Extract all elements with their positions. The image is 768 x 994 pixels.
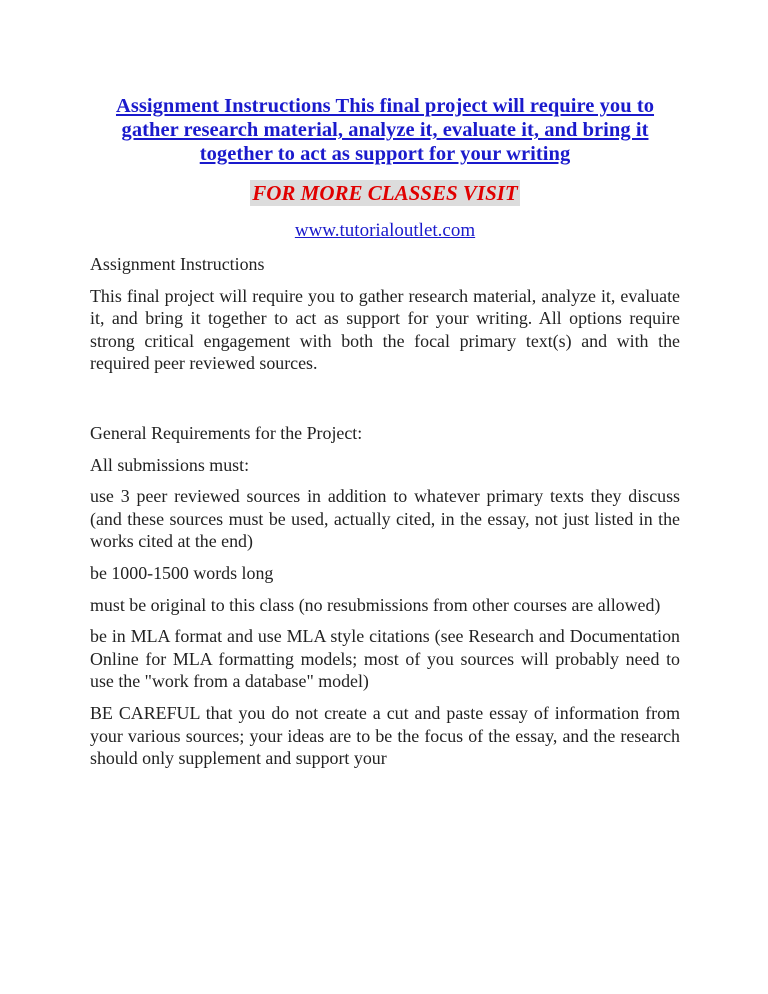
requirements-heading: General Requirements for the Project:	[90, 422, 363, 443]
requirement-item-2: be 1000-1500 words long	[90, 562, 274, 583]
intro-paragraph: This final project will require you to gather research material, analyze it, evaluate it, and bring it together to act as support for your writing. All options require strong critical engagement with both the focal primary text(s) and with the required peer reviewed sources.	[90, 285, 680, 374]
requirement-item-5: BE CAREFUL that you do not create a cut and paste essay of information from your various sources; your ideas are to be the focus of the essay, and the research should only supplement and support your	[90, 702, 680, 769]
document-title[interactable]: Assignment Instructions This final project will require you to gather research material, analyze it, evaluate it, and bring it together to act as support for your writing	[115, 95, 655, 165]
submissions-intro: All submissions must:	[90, 454, 250, 475]
document-page	[90, 94, 680, 770]
section-heading: Assignment Instructions	[90, 254, 265, 274]
promo-text: FOR MORE CLASSES VISIT	[252, 181, 518, 205]
promo-banner	[90, 181, 680, 208]
requirement-item-1: use 3 peer reviewed sources in addition to whatever primary texts they discuss (and these sources must be used, actually cited, in the essay, not just listed in the works cited at the end)	[90, 486, 680, 552]
requirement-item-3: must be original to this class (no resubmissions from other courses are allowed)	[90, 594, 661, 615]
requirement-item-4: be in MLA format and use MLA style citations (see Research and Documentation Online for MLA formatting models; most of you sources will probably need to use the "work from a database" model)	[90, 626, 680, 692]
website-link[interactable]: www.tutorialoutlet.com	[294, 220, 476, 241]
